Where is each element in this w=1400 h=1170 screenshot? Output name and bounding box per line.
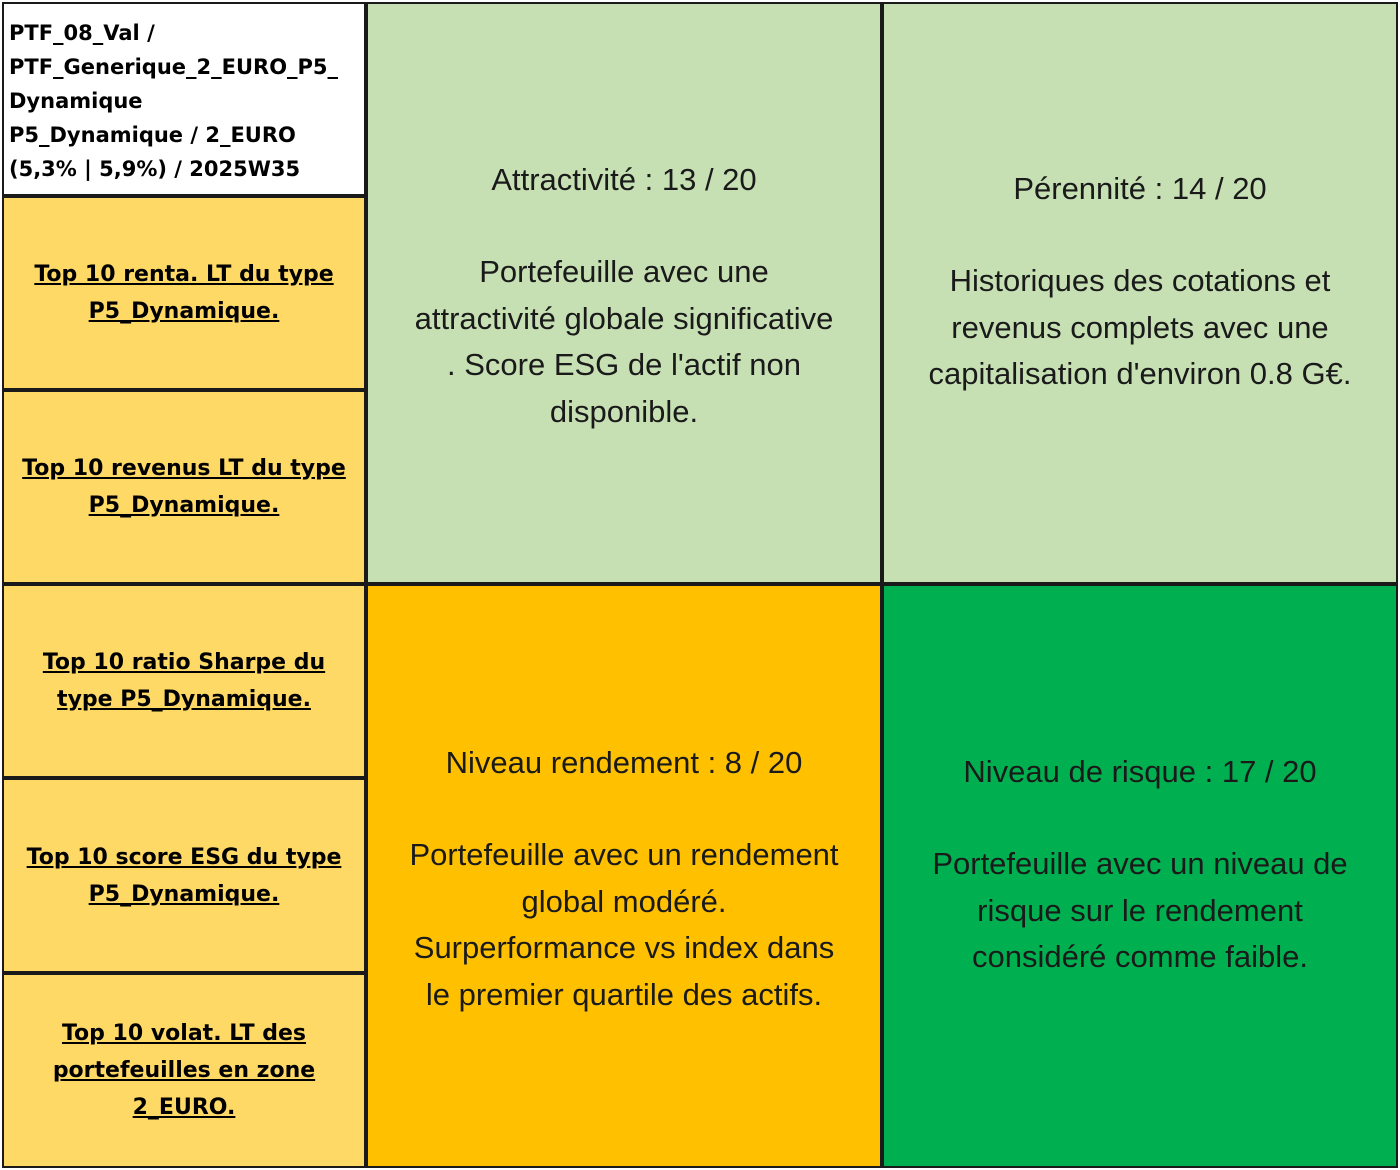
attractivite-description xyxy=(415,249,834,435)
rendement-title: Niveau rendement : 8 / 20 xyxy=(445,745,803,780)
attractivite-desc-line: disponible. xyxy=(549,393,699,429)
perennite-desc-line: revenus complets avec une xyxy=(951,309,1329,345)
top10-sharpe-link[interactable]: Top 10 ratio Sharpe du type P5_Dynamique. xyxy=(42,650,326,712)
attractivite-desc-line: . Score ESG de l'actif non xyxy=(447,347,801,382)
perennite-desc-line: Historiques des cotations et xyxy=(949,263,1331,299)
perennite-title: Pérennité : 14 / 20 xyxy=(1013,171,1267,207)
perennite-description xyxy=(929,258,1352,398)
top10-renta-link-cell[interactable] xyxy=(2,196,366,390)
risque-desc-line: considéré comme faible. xyxy=(972,939,1308,975)
perennite-desc-line: capitalisation d'environ 0.8 G€. xyxy=(928,356,1352,392)
rendement-desc-line: le premier quartile des actifs. xyxy=(425,976,823,1012)
risque-desc-line: Portefeuille avec un niveau de xyxy=(932,846,1348,882)
attractivite-desc-line: attractivité globale significative xyxy=(414,300,834,336)
rendement-desc-line: Portefeuille avec un rendement xyxy=(409,837,839,872)
risque-title: Niveau de risque : 17 / 20 xyxy=(963,754,1317,790)
top10-esg-link-cell[interactable] xyxy=(2,778,366,973)
top10-volat-link-cell[interactable] xyxy=(2,973,366,1168)
attractivite-desc-line: Portefeuille avec une xyxy=(479,254,769,289)
top10-revenus-link-cell[interactable] xyxy=(2,390,366,584)
top10-esg-link[interactable]: Top 10 score ESG du type P5_Dynamique. xyxy=(26,844,342,907)
attractivite-title: Attractivité : 13 / 20 xyxy=(491,162,757,197)
risque-score-cell xyxy=(882,584,1398,1168)
attractivite-score-cell xyxy=(366,2,882,584)
top10-volat-link[interactable]: Top 10 volat. LT des portefeuilles en zone 2_EURO. xyxy=(52,1021,316,1120)
portfolio-info-text: PTF_08_Val / PTF_Generique_2_EURO_P5_ Dynamique P5_Dynamique / 2_EURO (5,3% | 5,9%) / 2025W35 xyxy=(9,21,339,181)
portfolio-info-cell xyxy=(2,2,366,196)
risque-description xyxy=(932,841,1347,981)
top10-sharpe-link-cell[interactable] xyxy=(2,584,366,778)
risque-desc-line: risque sur le rendement xyxy=(977,892,1303,928)
top10-renta-link[interactable]: Top 10 renta. LT du type P5_Dynamique. xyxy=(34,262,334,324)
rendement-score-cell xyxy=(366,584,882,1168)
rendement-desc-line: Surperformance vs index dans xyxy=(413,930,835,965)
top10-revenus-link[interactable]: Top 10 revenus LT du type P5_Dynamique. xyxy=(22,456,346,518)
rendement-description xyxy=(409,832,838,1018)
perennite-score-cell xyxy=(882,2,1398,584)
rendement-desc-line: global modéré. xyxy=(521,883,727,919)
